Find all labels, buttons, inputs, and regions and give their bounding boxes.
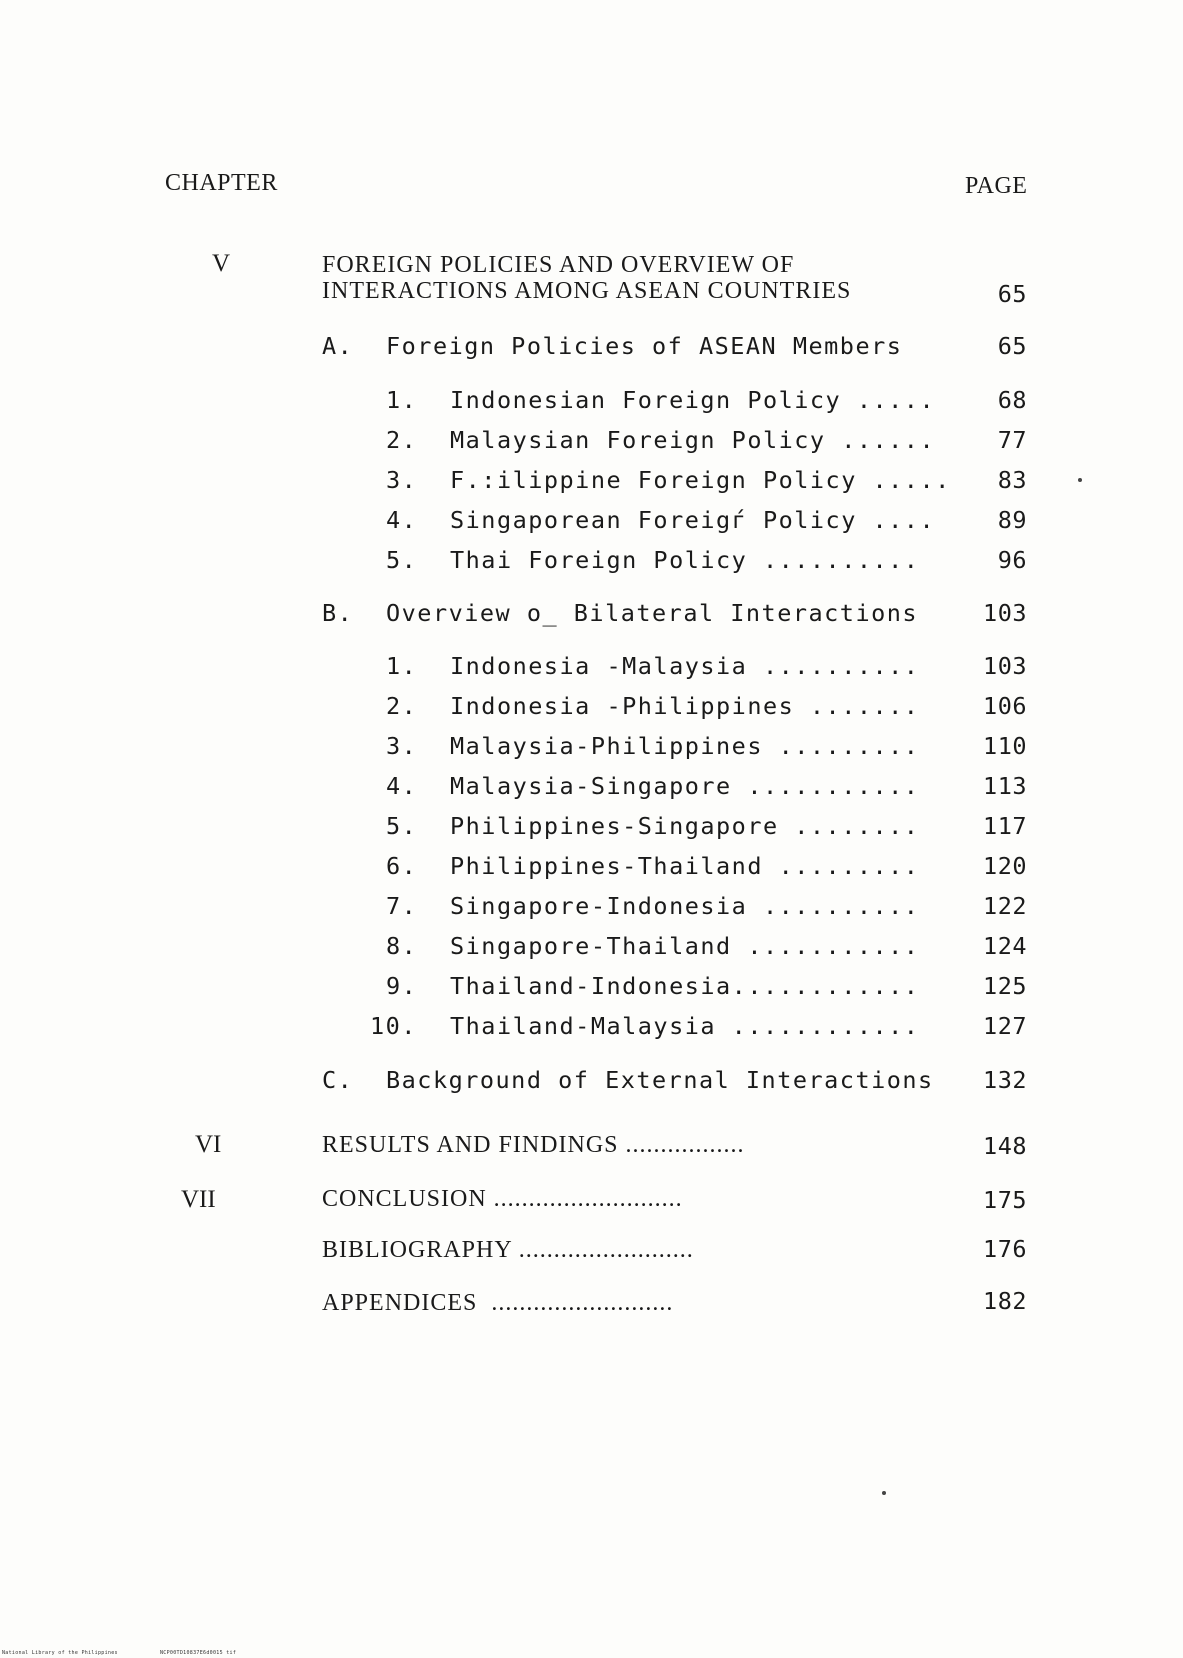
toc-item-number: 4.: [386, 772, 418, 800]
toc-item-page: 77: [997, 426, 1027, 454]
chapter-v-numeral: V: [212, 250, 231, 277]
section-b-letter: B.: [322, 599, 354, 627]
toc-item-number: 2.: [386, 426, 418, 454]
toc-item-number: 4.: [386, 506, 418, 534]
toc-item-title: Thailand-Malaysia ............: [450, 1012, 920, 1040]
chapter-v-page: 65: [997, 280, 1027, 308]
toc-item-title: Malaysian Foreign Policy ......: [450, 426, 936, 454]
toc-item-page: 127: [983, 1012, 1027, 1040]
chapter-vii-page: 175: [983, 1186, 1027, 1214]
toc-item-title: Thai Foreign Policy ..........: [450, 546, 920, 574]
chapter-vi-page: 148: [983, 1132, 1027, 1160]
section-c-page: 132: [983, 1066, 1027, 1094]
toc-item-page: 120: [983, 852, 1027, 880]
toc-item-title: Singapore-Thailand ...........: [450, 932, 920, 960]
toc-item-number: 5.: [386, 546, 418, 574]
toc-item-number: 2.: [386, 692, 418, 720]
bibliography-page: 176: [983, 1235, 1027, 1263]
section-a-title: Foreign Policies of ASEAN Members: [386, 332, 903, 360]
footer-library-label: National Library of the Philippines: [2, 1650, 118, 1656]
toc-item-title: Singaporean Foreigѓ Policy ....: [450, 506, 936, 534]
toc-item-page: 89: [997, 506, 1027, 534]
toc-item-title: Malaysia-Singapore ...........: [450, 772, 920, 800]
section-a-letter: A.: [322, 332, 354, 360]
toc-item-title: Singapore-Indonesia ..........: [450, 892, 920, 920]
toc-item-number: 5.: [386, 812, 418, 840]
toc-item-number: 10.: [370, 1012, 417, 1040]
chapter-vi-title: RESULTS AND FINDINGS .................: [322, 1132, 745, 1158]
toc-item-page: 124: [983, 932, 1027, 960]
appendices-title: APPENDICES ..........................: [322, 1290, 674, 1316]
chapter-vii-title: CONCLUSION ...........................: [322, 1186, 683, 1212]
toc-item-number: 8.: [386, 932, 418, 960]
toc-item-page: 117: [983, 812, 1027, 840]
section-b-page: 103: [983, 599, 1027, 627]
appendices-page: 182: [983, 1287, 1027, 1315]
page-column-header: PAGE: [965, 173, 1028, 199]
chapter-v-title-line1: FOREIGN POLICIES AND OVERVIEW OF: [322, 252, 795, 278]
section-b-title: Overview o_ Bilateral Interactions: [386, 599, 919, 627]
toc-item-title: Malaysia-Philippines .........: [450, 732, 920, 760]
footer-file-id: NCP00TD10837E6d0015 tif: [160, 1650, 237, 1656]
toc-item-page: 103: [983, 652, 1027, 680]
toc-item-title: F.:ilippine Foreign Policy .....: [450, 466, 951, 494]
scan-speck: [882, 1491, 886, 1495]
bibliography-title: BIBLIOGRAPHY .........................: [322, 1237, 694, 1263]
toc-item-page: 83: [997, 466, 1027, 494]
toc-item-page: 125: [983, 972, 1027, 1000]
section-a-page: 65: [997, 332, 1027, 360]
toc-item-title: Indonesia -Malaysia ..........: [450, 652, 920, 680]
scan-speck: [1078, 478, 1082, 482]
toc-item-number: 3.: [386, 732, 418, 760]
toc-item-title: Thailand-Indonesia............: [450, 972, 920, 1000]
chapter-v-title-line2: INTERACTIONS AMONG ASEAN COUNTRIES: [322, 278, 852, 304]
toc-item-page: 110: [983, 732, 1027, 760]
section-c-letter: C.: [322, 1066, 354, 1094]
chapter-column-header: CHAPTER: [165, 170, 278, 196]
chapter-vi-numeral: VI: [195, 1131, 222, 1158]
toc-item-number: 9.: [386, 972, 418, 1000]
toc-item-number: 1.: [386, 386, 418, 414]
section-c-title: Background of External Interactions: [386, 1066, 934, 1094]
toc-item-page: 96: [997, 546, 1027, 574]
toc-item-title: Indonesia -Philippines .......: [450, 692, 920, 720]
toc-item-title: Indonesian Foreign Policy .....: [450, 386, 936, 414]
toc-item-page: 113: [983, 772, 1027, 800]
toc-item-number: 6.: [386, 852, 418, 880]
toc-item-page: 106: [983, 692, 1027, 720]
chapter-vii-numeral: VII: [181, 1186, 216, 1213]
toc-item-page: 68: [997, 386, 1027, 414]
toc-item-title: Philippines-Thailand .........: [450, 852, 920, 880]
toc-item-page: 122: [983, 892, 1027, 920]
toc-item-title: Philippines-Singapore ........: [450, 812, 920, 840]
toc-item-number: 7.: [386, 892, 418, 920]
toc-item-number: 1.: [386, 652, 418, 680]
toc-item-number: 3.: [386, 466, 418, 494]
